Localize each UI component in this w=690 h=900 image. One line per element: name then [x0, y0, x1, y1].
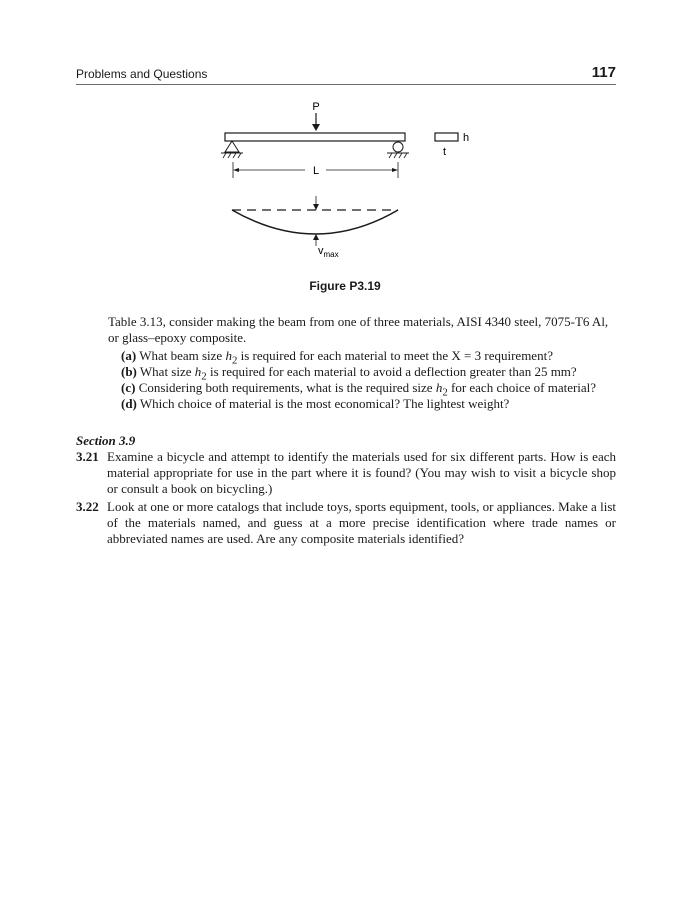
question-number: 3.22 [76, 499, 99, 514]
question-3-21 [76, 449, 616, 497]
load-label: P [312, 101, 320, 113]
question-number: 3.21 [76, 449, 99, 464]
question-text: Look at one or more catalogs that include toys, sports equipment, tools, or appliances. Make a list of the materials named, and guess at a more precise identification where trade names or abbreviated names are used. Are any composite materials identified? [107, 499, 616, 546]
subquestion-a: (a) What beam size $h_2$ is required for each material to meet the X = 3 requirement? [121, 348, 553, 367]
header-title: Problems and Questions [76, 67, 208, 81]
page-number: 117 [591, 64, 616, 81]
thickness-label: t [443, 146, 447, 158]
subquestion-label: (c) [121, 380, 136, 395]
deflection-curve [232, 196, 398, 246]
subquestion-c: (c) Considering both requirements, what is the required size $h_2$ for each choice of material? [121, 380, 597, 399]
figure-caption: Figure P3.19 [309, 279, 381, 293]
subquestion-label: (a) [121, 348, 137, 363]
subquestion-label: (d) [121, 396, 137, 411]
cross-section [435, 133, 458, 141]
height-label: h [463, 132, 470, 144]
beam-figure [0, 0, 690, 300]
load-arrow [312, 113, 320, 131]
subquestion-b: (b) What size $h_2$ is required for each material to avoid a deflection greater than 25 mm? [121, 364, 577, 383]
length-label: L [312, 165, 320, 177]
section-heading: Section 3.9 [76, 433, 136, 448]
deflection-label: $v_{max}$ [318, 245, 339, 259]
question-3-22 [76, 499, 616, 547]
question-text: Examine a bicycle and attempt to identify the materials used for six different parts. How is each material appropriate for use in the part where it is found? (You may wish to visit a bicycle shop or consult a book on bicycling.) [107, 449, 616, 496]
continuation-paragraph: Table 3.13, consider making the beam from one of three materials, AISI 4340 steel, 7075-T6 Al, or glass–epoxy composite. [108, 314, 609, 345]
subquestion-d: (d) Which choice of material is the most economical? The lightest weight? [121, 396, 510, 411]
subquestion-label: (b) [121, 364, 137, 379]
roller-support [387, 142, 409, 158]
pin-support [221, 141, 243, 158]
beam [225, 133, 405, 141]
